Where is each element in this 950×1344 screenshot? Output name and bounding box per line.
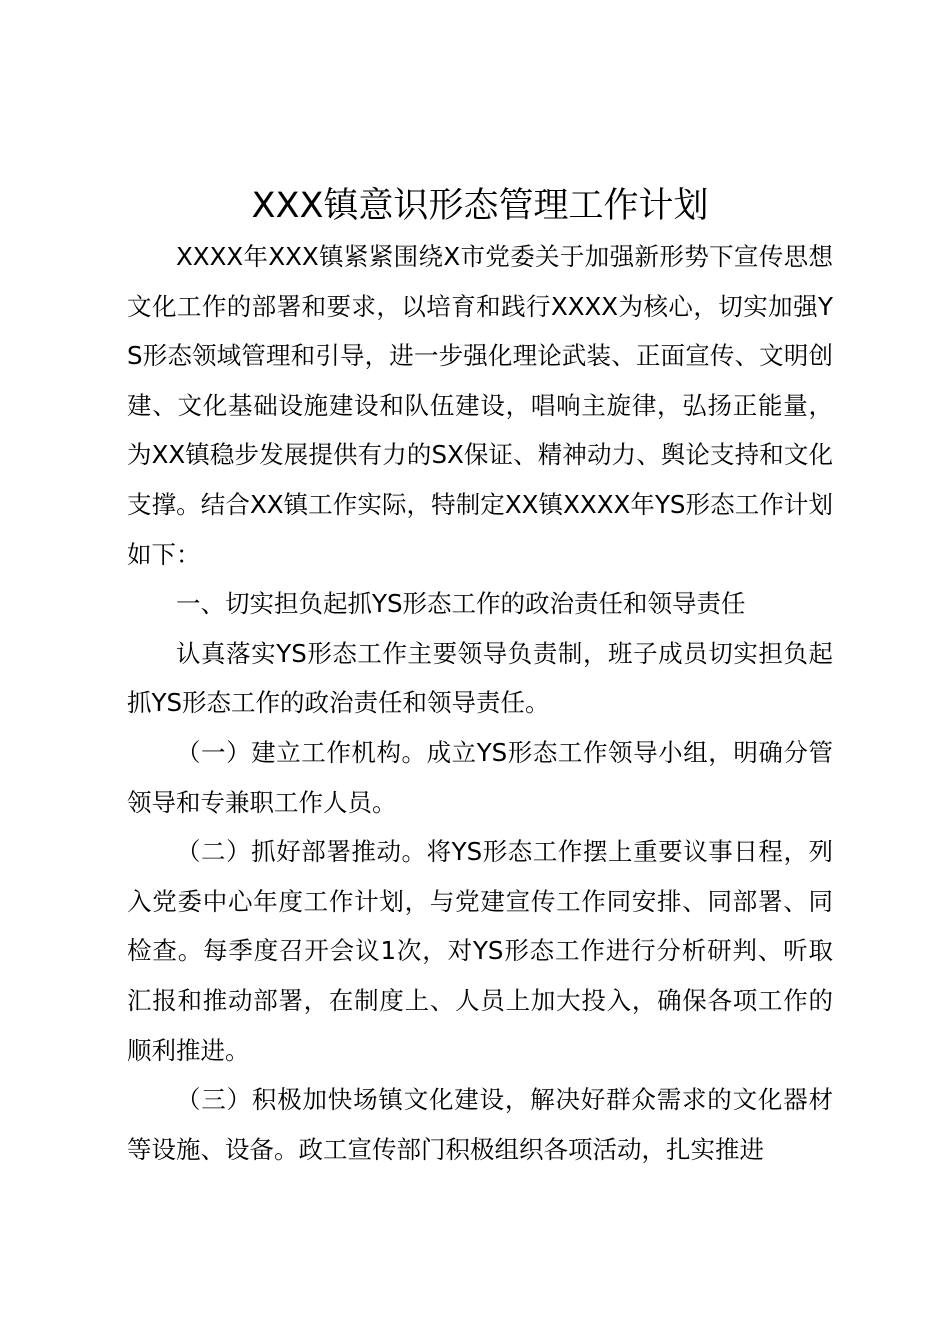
paragraph-item-1: （一）建立工作机构。成立YS形态工作领导小组，明确分管领导和专兼职工作人员。 [127,737,833,817]
document-title: XXX镇意识形态管理工作计划 [251,186,709,226]
paragraph-section-1: 认真落实YS形态工作主要领导负责制，班子成员切实担负起抓YS形态工作的政治责任和领导责任。 [127,638,833,718]
document-page [127,180,833,1174]
paragraph-item-2: （二）抓好部署推动。将YS形态工作摆上重要议事日程，列入党委中心年度工作计划，与党建宣传工作同安排、同部署、同检查。每季度召开会议1次，对YS形态工作进行分析研判、听取汇报和推动部署，在制度上、人员上加大投入，确保各项工作的顺利推进。 [127,837,833,1065]
paragraph-intro: XXXX年XXX镇紧紧围绕X市党委关于加强新形势下宣传思想文化工作的部署和要求，以培育和践行XXXX为核心，切实加强YS形态领域管理和引导，进一步强化理论武装、正面宣传、文明创建、文化基础设施建设和队伍建设，唱响主旋律，弘扬正能量，为XX镇稳步发展提供有力的SX保证、精神动力、舆论支持和文化支撑。结合XX镇工作实际，特制定XX镇XXXX年YS形态工作计划如下： [127,242,833,569]
paragraph-item-3: （三）积极加快场镇文化建设，解决好群众需求的文化器材等设施、设备。政工宣传部门积极组织各项活动，扎实推进 [127,1085,833,1164]
section-heading-1: 一、切实担负起抓YS形态工作的政治责任和领导责任 [176,589,746,619]
